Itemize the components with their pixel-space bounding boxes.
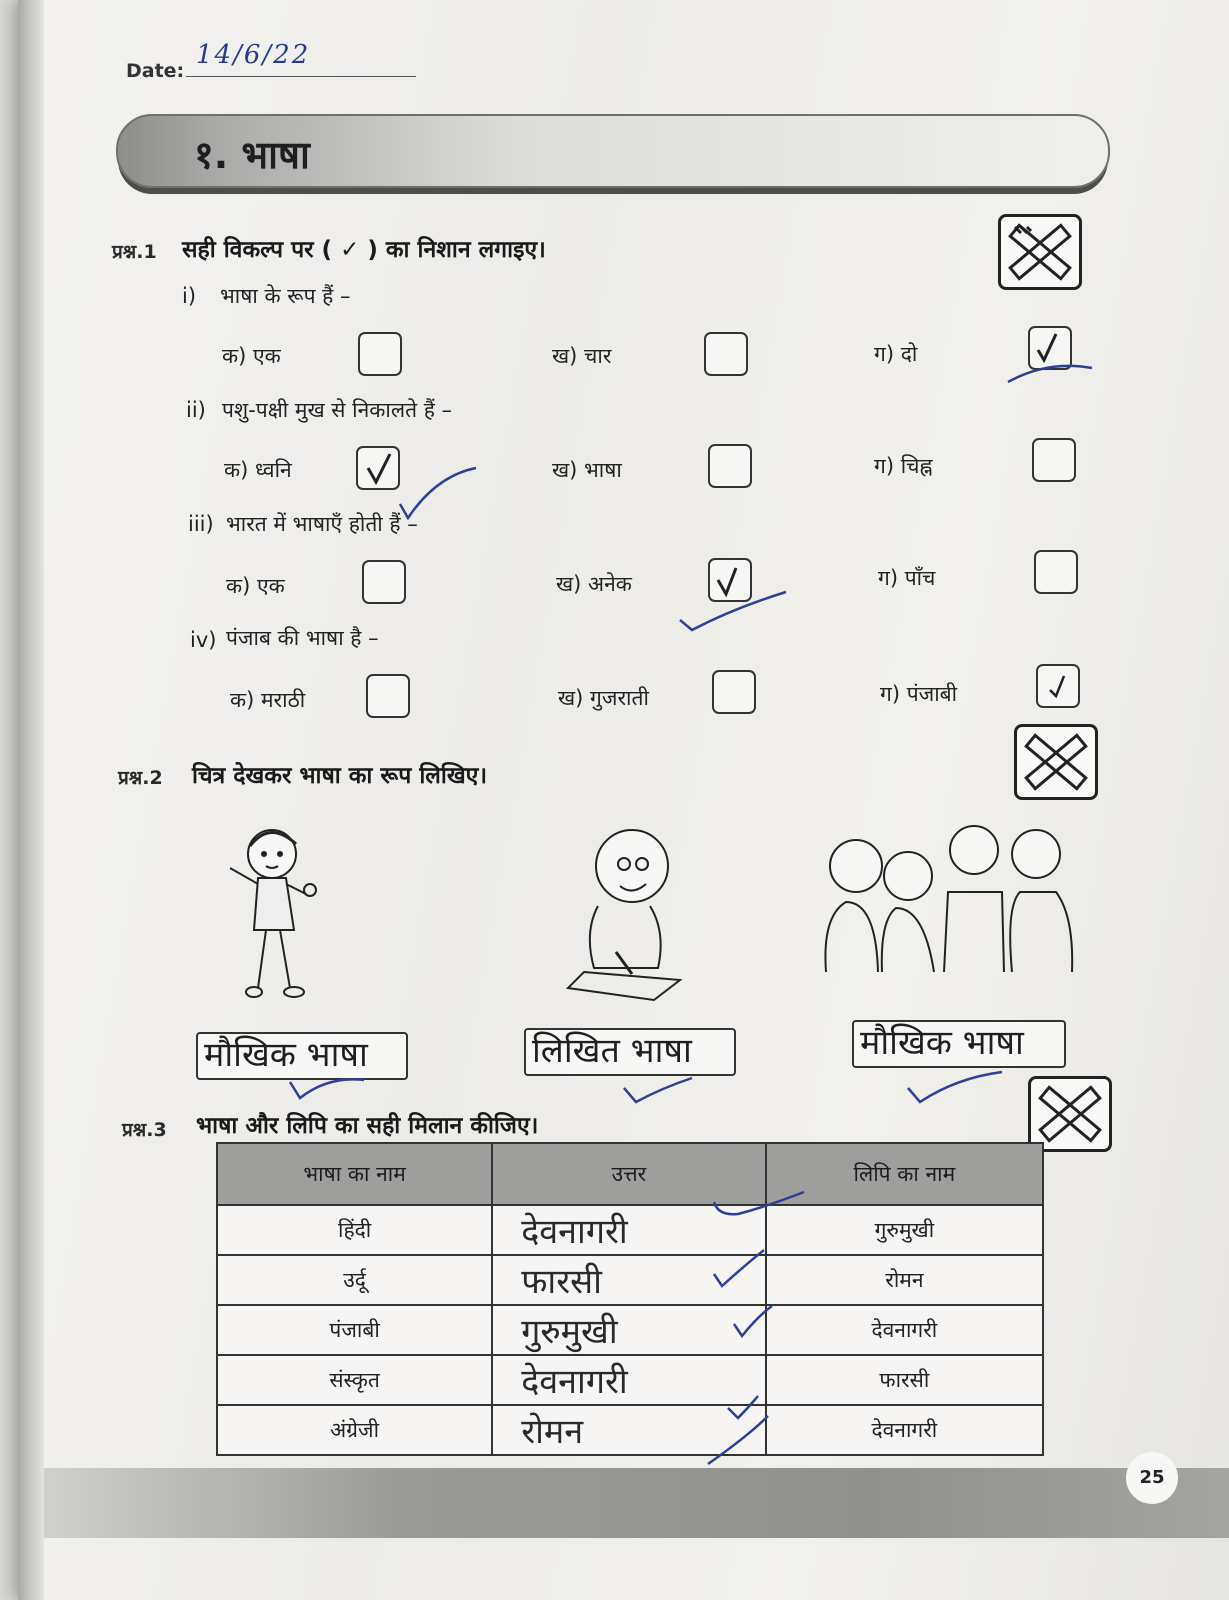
cell-answer[interactable]: गुरुमुखी [492, 1305, 766, 1355]
tick-mark-icon [1036, 664, 1080, 708]
q1-item-2-num: ii) [186, 398, 206, 422]
date-label: Date: [126, 60, 185, 82]
pencil-ruler-icon [998, 214, 1082, 290]
cell-script: फारसी [766, 1355, 1043, 1405]
boy-writing-illustration [554, 822, 704, 1012]
girl-singing-illustration [214, 820, 344, 1010]
q1-item-1-option-c: ग) दो [874, 342, 918, 366]
q1-item-1-num: i) [182, 284, 197, 308]
date-value: 14/6/22 [196, 40, 311, 70]
q1-item-2-checkbox-b[interactable] [708, 444, 752, 488]
workbook-page [18, 0, 1229, 1600]
q1-item-3-checkbox-a[interactable] [362, 560, 406, 604]
tick-mark-icon [708, 1186, 818, 1466]
cell-script: देवनागरी [766, 1305, 1043, 1355]
q1-item-1-text: भाषा के रूप हैं – [220, 284, 351, 308]
cell-language: उर्दू [217, 1255, 492, 1305]
cell-language: संस्कृत [217, 1355, 492, 1405]
q1-instruction: सही विकल्प पर ( ✓ ) का निशान लगाइए। [182, 237, 546, 263]
tick-mark-icon [1008, 320, 1098, 390]
q2-label: प्रश्न.2 [118, 767, 163, 789]
q2-answer-3[interactable]: मौखिक भाषा [852, 1020, 1066, 1068]
date-line [186, 76, 416, 77]
q1-label: प्रश्न.1 [112, 241, 157, 263]
table-row [217, 1205, 1043, 1255]
footer-band [44, 1468, 1229, 1538]
page-number: 25 [1126, 1452, 1178, 1504]
col-header-answer: उत्तर [492, 1143, 766, 1205]
q1-item-1-checkbox-a[interactable] [358, 332, 402, 376]
q1-item-2-option-c: ग) चिह्न [874, 454, 933, 478]
tick-mark-icon [288, 1070, 368, 1110]
q1-item-1-checkbox-b[interactable] [704, 332, 748, 376]
chapter-banner [116, 114, 1110, 188]
q1-item-4-option-b: ख) गुजराती [558, 686, 649, 710]
q1-item-3-checkbox-c[interactable] [1034, 550, 1078, 594]
cell-script: रोमन [766, 1255, 1043, 1305]
q1-item-3-text: भारत में भाषाएँ होती हैं – [226, 512, 418, 536]
q1-item-3-option-a: क) एक [226, 574, 285, 598]
table-header-row [217, 1143, 1043, 1205]
q3-label: प्रश्न.3 [122, 1119, 167, 1141]
cell-language: अंग्रेजी [217, 1405, 492, 1455]
date-row [126, 40, 426, 80]
q1-item-2-option-b: ख) भाषा [552, 458, 622, 482]
q2-answer-1[interactable]: मौखिक भाषा [196, 1032, 408, 1080]
q3-instruction: भाषा और लिपि का सही मिलान कीजिए। [196, 1113, 539, 1139]
book-spine [18, 0, 44, 1600]
cell-answer[interactable]: फारसी [492, 1255, 766, 1305]
children-talking-illustration [816, 816, 1086, 986]
q1-item-4-option-a: क) मराठी [230, 688, 306, 712]
q1-item-2-text: पशु-पक्षी मुख से निकालते हैं – [222, 398, 453, 422]
q1-item-1-option-b: ख) चार [552, 344, 612, 368]
cell-answer[interactable]: रोमन [492, 1405, 766, 1455]
chapter-title: १. भाषा [194, 133, 310, 177]
q1-item-3-num: iii) [188, 512, 214, 536]
cell-script: देवनागरी [766, 1405, 1043, 1455]
q1-item-2-checkbox-c[interactable] [1032, 438, 1076, 482]
table-row [217, 1405, 1043, 1455]
cell-answer[interactable]: देवनागरी [492, 1205, 766, 1255]
q2-answer-2[interactable]: लिखित भाषा [524, 1028, 736, 1076]
pencil-ruler-icon [1028, 1076, 1112, 1152]
matching-table [216, 1142, 1044, 1456]
tick-mark-icon [906, 1068, 1006, 1108]
table-row [217, 1355, 1043, 1405]
q1-item-4-checkbox-a[interactable] [366, 674, 410, 718]
q2-instruction: चित्र देखकर भाषा का रूप लिखिए। [192, 763, 488, 789]
cell-script: गुरुमुखी [766, 1205, 1043, 1255]
q1-item-1-option-a: क) एक [222, 344, 281, 368]
q1-item-4-num: iv) [190, 628, 217, 652]
table-row [217, 1305, 1043, 1355]
col-header-language: भाषा का नाम [217, 1143, 492, 1205]
tick-mark-icon [622, 1074, 702, 1114]
q1-item-3-option-c: ग) पाँच [878, 566, 936, 590]
table-row [217, 1255, 1043, 1305]
cell-language: हिंदी [217, 1205, 492, 1255]
q1-item-3-option-b: ख) अनेक [556, 572, 632, 596]
q1-item-2-option-a: क) ध्वनि [224, 458, 292, 482]
col-header-script: लिपि का नाम [766, 1143, 1043, 1205]
cell-language: पंजाबी [217, 1305, 492, 1355]
pencil-ruler-icon [1014, 724, 1098, 800]
tick-mark-icon [674, 558, 794, 638]
q1-item-4-option-c: ग) पंजाबी [880, 682, 958, 706]
q1-item-4-text: पंजाब की भाषा है – [226, 626, 379, 650]
q1-item-4-checkbox-b[interactable] [712, 670, 756, 714]
cell-answer[interactable]: देवनागरी [492, 1355, 766, 1405]
